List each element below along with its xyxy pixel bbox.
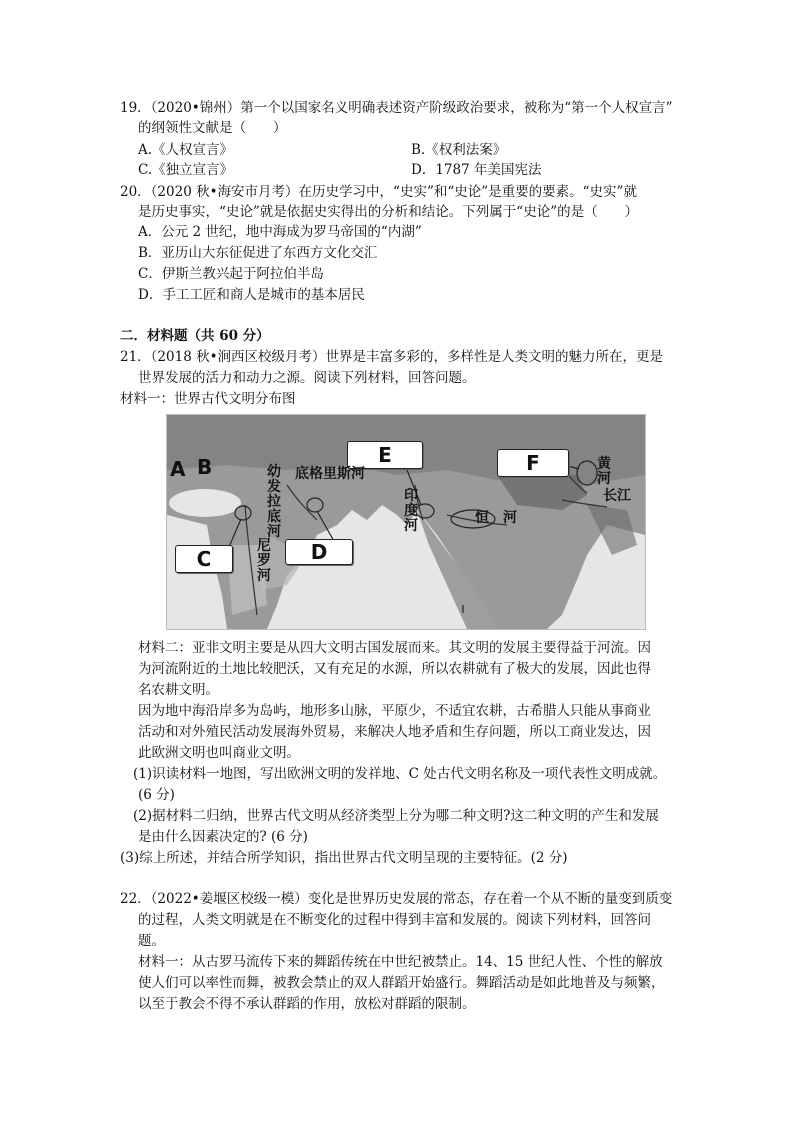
q21-material2-p1-l2: 为河流附近的土地比较肥沃，又有充足的水源，所以农耕就有了极大的发展，因此也得 [138,661,651,677]
map-label-a: A [170,457,186,481]
map-river-yellow: 黄河 [597,456,611,487]
map-label-e: E [378,443,392,467]
q20-stem-line1: 20．（2020 秋•海安市月考）在历史学习中，“史实”和“史论”是重要的要素。“史实”就 [120,184,637,200]
q21-sub1-l2: (6 分) [138,787,175,803]
section-title: 二．材料题（共 60 分） [120,328,270,344]
q21-sub3: (3)综上所述，并结合所学知识，指出世界古代文明呈现的主要特征。(2 分) [120,850,568,866]
q22-stem-line3: 题。 [138,933,165,949]
map-river-ganges: 恒河 [475,510,531,526]
q21-material2-p1-l3: 名农耕文明。 [138,682,219,698]
q19-option-d: D．1787 年美国宪法 [411,162,542,178]
q21-stem-line1: 21．（2018 秋•涧西区校级月考）世界是丰富多彩的，多样性是人类文明的魅力所在，更是 [120,349,664,365]
q22-material1-l3: 以至于教会不得不承认群蹈的作用，放松对群蹈的限制。 [138,996,476,1012]
q21-sub2-l2: 是由什么因素决定的? (6 分) [138,829,308,845]
q22-material1-l2: 使人们可以率性而舞，被教会禁止的双人群蹈开始盛行。舞蹈活动是如此地普及与频繁， [138,975,665,991]
q19-option-b: B.《权利法案》 [411,142,507,158]
map-river-indus: 印度河 [404,488,418,534]
q21-material2-p1-l1: 材料二：亚非文明主要是从四大文明古国发展而来。其文明的发展主要得益于河流。因 [138,640,651,656]
q20-option-b: B．亚历山大东征促进了东西方文化交汇 [138,245,378,261]
map-river-euphrates: 幼发拉底河 [267,464,281,540]
map-callout-d [285,539,353,565]
q22-stem-line1: 22．（2022•姜堰区校级一模）变化是世界历史发展的常态，存在着一个从不断的量变到质变 [120,891,673,907]
q21-material2-p2-l2: 活动和对外殖民活动发展海外贸易，来解决人地矛盾和生存问题，所以工商业发达，因 [138,724,651,740]
map-label-f: F [526,451,540,475]
q19-option-c: C.《独立宣言》 [138,162,234,178]
map-label-c: C [196,547,212,571]
q20-option-d: D．手工工匠和商人是城市的基本居民 [138,287,365,303]
map-river-tigris: 底格里斯河 [295,466,365,482]
map-label-d: D [310,540,328,564]
map-callout-c [175,545,233,573]
map-river-yangtze: 长江 [603,488,631,504]
map-label-b: B [197,455,213,479]
q21-material2-p2-l3: 此欧洲文明也叫商业文明。 [138,745,300,761]
q20-option-a: A．公元 2 世纪，地中海成为罗马帝国的“内湖” [138,224,422,240]
q22-stem-line2: 的过程，人类文明就是在不断变化的过程中得到丰富和发展的。阅读下列材料，回答问 [138,912,651,928]
q19-stem-line1: 19．（2020•锦州）第一个以国家名义明确表述资产阶级政治要求，被称为“第一个人权宣言” [120,100,673,116]
q19-option-a: A.《人权宣言》 [138,142,234,158]
q19-stem-line2: 的纲领性文献是（ ） [138,120,287,136]
q21-sub1-l1: (1)识读材料一地图，写出欧洲文明的发祥地、C 处古代文明名称及一项代表性文明成就。 [133,766,667,782]
map-callout-f [497,449,569,477]
q20-stem-line2: 是历史事实，“史论”就是依据史实得出的分析和结论。下列属于“史论”的是（ ） [138,204,639,220]
q21-sub2-l1: (2)据材料二归纳，世界古代文明从经济类型上分为哪二种文明?这二种文明的产生和发展 [133,808,659,824]
map-river-nile: 尼罗河 [257,538,271,584]
q22-material1-l1: 材料一：从古罗马流传下来的舞蹈传统在中世纪被禁止。14、15 世纪人性、个性的解放 [138,954,663,970]
q21-material1-title: 材料一：世界古代文明分布图 [120,391,296,407]
map-callout-e [347,441,423,469]
q21-stem-line2: 世界发展的活力和动力之源。阅读下列材料，回答问题。 [138,370,476,386]
q20-option-c: C．伊斯兰教兴起于阿拉伯半岛 [138,266,324,282]
ancient-civilizations-map [166,414,646,630]
q21-material2-p2-l1: 因为地中海沿岸多为岛屿，地形多山脉，平原少，不适宜农耕，古希腊人只能从事商业 [138,703,651,719]
